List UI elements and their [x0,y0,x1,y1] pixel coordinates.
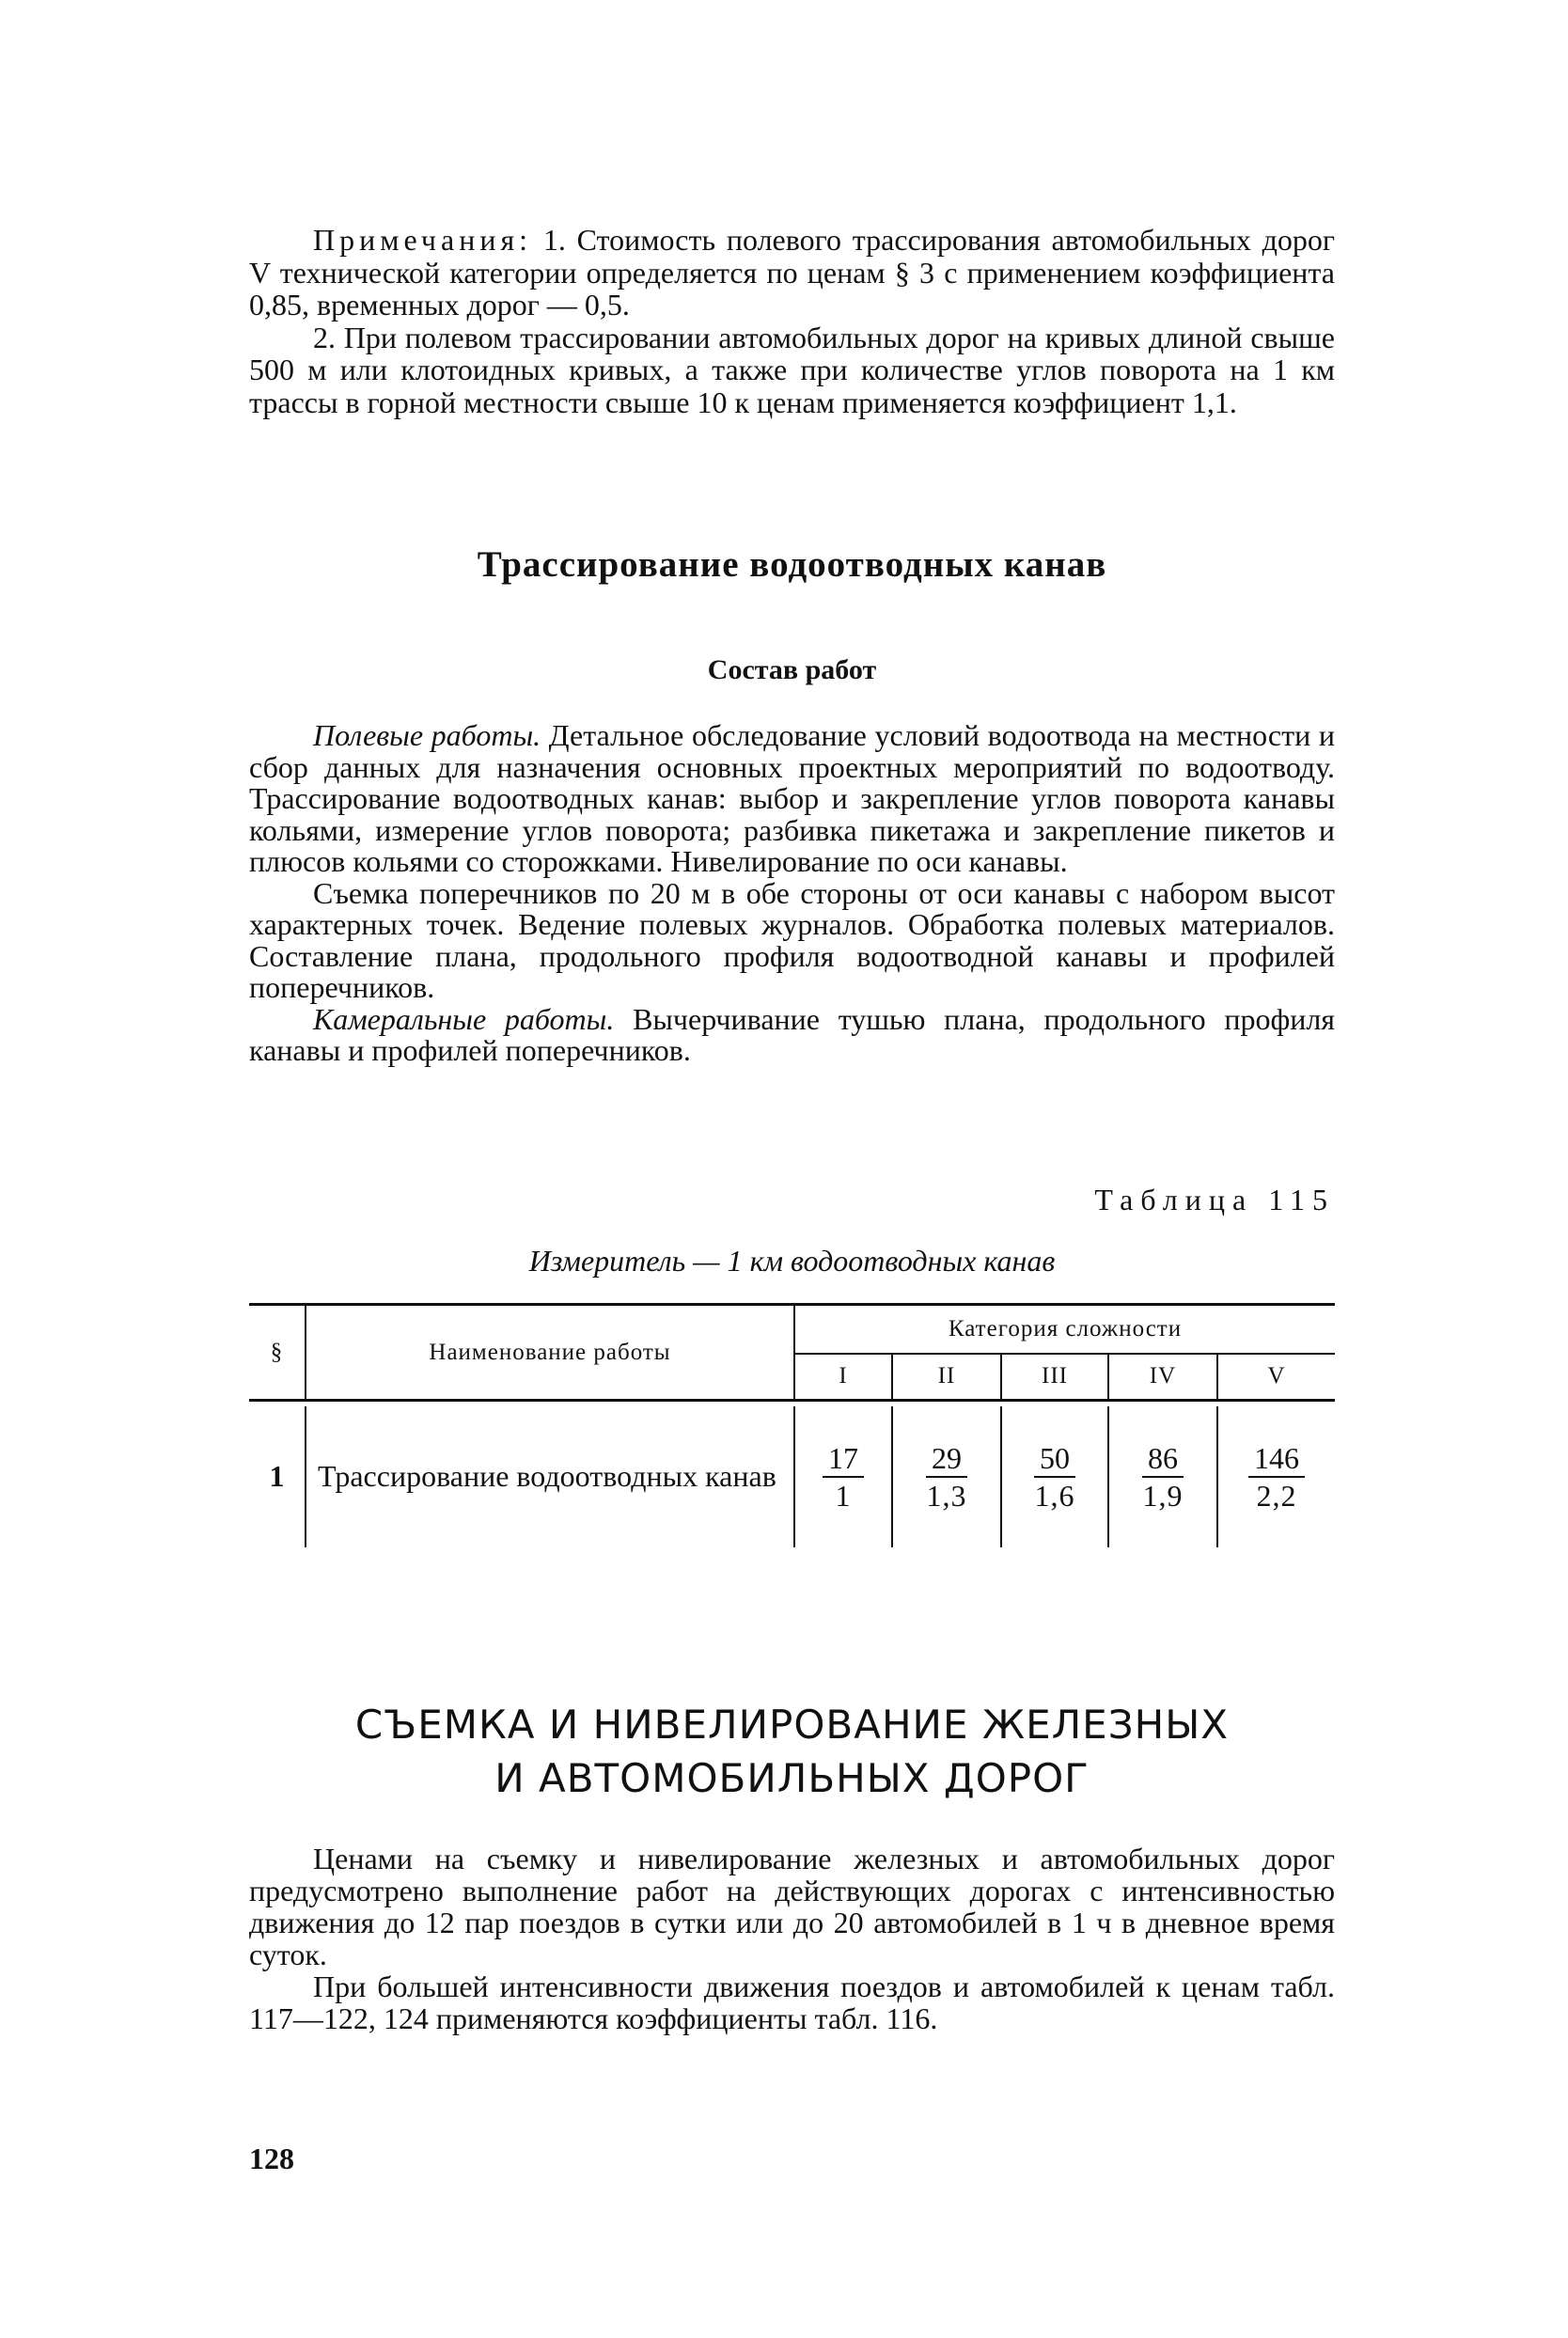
value-cell [892,1406,1001,1547]
intro-paragraph-1: Ценами на съемку и нивелирование железных и автомобильных дорог предусмотрено выполнение работ на действующих дорогах с интенсивностью движения до 12 пар поездов в сутки или до 20 автомобилей в 1 ч в дневное время суток. [249,1842,1335,1971]
value-bottom: 1,3 [926,1478,967,1513]
note-1-text: 1. Стоимость полевого трассирования автомобильных дорог V технической категории определяется по ценам § 3 с применением коэффициента 0,85, временных дорог — 0,5. [249,223,1336,322]
value-cell [1001,1406,1108,1547]
value-top: 17 [823,1440,864,1478]
notes-label: Примечания: [313,223,533,257]
field-works-text: Детальное обследование условий водоотвода на местности и сбор данных для назначения основных проектных мероприятий по водоотводу. Трассирование водоотводных канав: выбор и закрепление углов поворота канавы кольями, измерение углов поворота; разбивка пикетажа и закрепление пикетов и плюсов кольями со сторожками. Нивелирование по оси канавы. [249,718,1336,878]
sub-title: Состав работ [707,654,877,685]
value-bottom: 1,6 [1034,1478,1075,1513]
chapter-title [249,1698,1335,1805]
col-name-header: Наименование работы [306,1305,794,1401]
value-bottom: 2,2 [1256,1478,1297,1513]
intro-paragraph-2: При большей интенсивности движения поездов и автомобилей к ценам табл. 117—122, 124 применяются коэффициенты табл. 116. [249,1969,1335,2035]
category-header: IV [1108,1354,1217,1401]
value-cell [1217,1406,1335,1547]
chapter-intro [249,1843,1335,2034]
col-section-header: § [249,1305,306,1401]
category-header: I [794,1354,892,1401]
value-cell [1108,1406,1217,1547]
chapter-title-line-2: И АВТОМОБИЛЬНЫХ ДОРОГ [494,1755,1090,1801]
row-number: 1 [269,1459,285,1493]
section-title: Трассирование водоотводных канав [477,544,1107,585]
category-header: II [892,1354,1001,1401]
office-works-paragraph [249,1001,1336,1067]
value-bottom: 1,9 [1142,1478,1184,1513]
chapter-title-line-1: СЪЕМКА И НИВЕЛИРОВАНИЕ ЖЕЛЕЗНЫХ [354,1702,1230,1748]
col-group-header: Категория сложности [794,1305,1335,1354]
survey-paragraph: Съемка поперечников по 20 м в обе стороны от оси канавы с набором высот характерных точек. Ведение полевых журналов. Обработка полевых материалов. Составление плана, продольного профиля водоотводной канавы и профилей поперечников. [249,875,1335,1004]
table-measure: Измеритель — 1 км водоотводных канав [528,1244,1056,1278]
document-page [249,223,1336,2175]
notes-block [249,224,1335,418]
note-1 [249,224,1335,322]
field-works-label: Полевые работы. [313,718,541,752]
table-title: Таблица 115 [1094,1183,1335,1216]
value-bottom: 1 [835,1478,852,1513]
value-cell [794,1406,892,1547]
value-top: 50 [1034,1440,1075,1478]
page-number: 128 [249,2142,294,2175]
category-header: V [1217,1354,1335,1401]
value-top: 86 [1142,1440,1184,1478]
price-table [249,1303,1335,1547]
field-works-paragraph [249,720,1335,878]
value-top: 146 [1248,1440,1305,1478]
row-work-name: Трассирование водоотводных канав [306,1406,794,1547]
office-works-label: Камеральные работы. [313,1001,615,1036]
category-header: III [1001,1354,1108,1401]
value-top: 29 [926,1440,967,1478]
table-row [249,1406,1335,1547]
note-2: 2. При полевом трассировании автомобильных дорог на кривых длиной свыше 500 м или клотоидных кривых, а также при количестве углов поворота на 1 км трассы в горной местности свыше 10 к ценам применяется коэффициент 1,1. [249,320,1335,419]
work-description [249,720,1335,1067]
office-works-text: Вычерчивание тушью плана, продольного профиля канавы и профилей поперечников. [249,1001,1336,1067]
